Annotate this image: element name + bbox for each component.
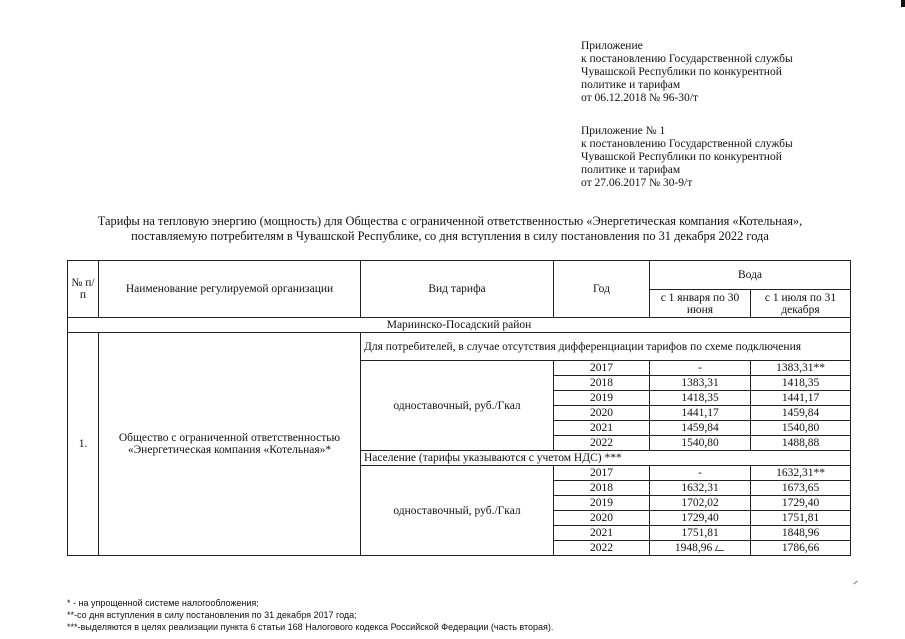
value-cell: 1488,88 [751, 436, 851, 451]
header-water: Вода [650, 261, 851, 290]
row-number: 1. [68, 333, 99, 556]
checkmark-icon [715, 545, 727, 551]
value-cell: 1540,80 [751, 421, 851, 436]
value-cell: 1729,40 [751, 496, 851, 511]
annex-line: к постановлению Государственной службы [581, 138, 793, 150]
value-text: 1948,96 [674, 542, 713, 554]
value-cell: 1673,65 [751, 481, 851, 496]
header-year: Год [554, 261, 650, 318]
header-tariff-type: Вид тарифа [361, 261, 554, 318]
year-cell: 2019 [554, 391, 650, 406]
title-line-2: поставляемую потребителям в Чувашской Республике, со дня вступления в силу постановления по 31 декабря 2022 года [131, 229, 769, 243]
annex-line: к постановлению Государственной службы [581, 53, 793, 65]
value-cell: 1383,31 [650, 376, 751, 391]
year-cell: 2021 [554, 421, 650, 436]
year-cell: 2020 [554, 406, 650, 421]
value-cell: 1702,02 [650, 496, 751, 511]
annex-header-original [581, 125, 881, 190]
tariff-table [67, 260, 851, 556]
value-cell: 1632,31** [751, 466, 851, 481]
value-cell: 1540,80 [650, 436, 751, 451]
value-cell: 1786,66 [751, 541, 851, 556]
year-cell: 2021 [554, 526, 650, 541]
value-cell: 1729,40 [650, 511, 751, 526]
year-cell: 2019 [554, 496, 650, 511]
value-cell: 1848,96 [751, 526, 851, 541]
pen-tick-mark [853, 581, 857, 585]
district-row: Мариинско-Посадский район [68, 318, 851, 333]
title-line-1: Тарифы на тепловую энергию (мощность) для Общества с ограниченной ответственностью «Энергетическая компания «Котельная», [97, 214, 803, 228]
annex-line: политике и тарифам [581, 164, 681, 176]
group-caption: Для потребителей, в случае отсутствия дифференциации тарифов по схеме подключения [361, 333, 851, 361]
value-cell: - [650, 361, 751, 376]
value-cell: 1418,35 [751, 376, 851, 391]
value-cell: 1383,31** [751, 361, 851, 376]
year-cell: 2022 [554, 436, 650, 451]
year-cell: 2018 [554, 376, 650, 391]
annex-line: Чувашской Республики по конкурентной [581, 151, 782, 163]
footnote: **-со дня вступления в силу постановления по 31 декабря 2017 года; [67, 610, 357, 620]
footnote: * - на упрощенной системе налогообложения; [67, 598, 259, 608]
value-cell: 1418,35 [650, 391, 751, 406]
annex-line: от 27.06.2017 № 30-9/т [581, 177, 693, 189]
value-cell: 1751,81 [650, 526, 751, 541]
annex-line: Приложение № 1 [581, 125, 666, 137]
value-cell: 1441,17 [751, 391, 851, 406]
header-num: № п/п [68, 261, 99, 318]
year-cell: 2017 [554, 466, 650, 481]
document-title [40, 214, 860, 244]
value-cell: 1441,17 [650, 406, 751, 421]
scan-corner-mark [901, 0, 905, 7]
value-cell: - [650, 466, 751, 481]
tariff-type-cell: одноставочный, руб./Гкал [361, 361, 554, 451]
header-period-1: с 1 января по 30 июня [650, 290, 751, 318]
value-cell-marked [650, 541, 751, 556]
annex-line: от 06.12.2018 № 96-30/т [581, 92, 699, 104]
tariff-type-cell: одноставочный, руб./Гкал [361, 466, 554, 556]
annex-line: Чувашской Республики по конкурентной [581, 66, 782, 78]
group-caption: Население (тарифы указываются с учетом НДС) *** [361, 451, 851, 466]
value-cell: 1459,84 [650, 421, 751, 436]
year-cell: 2020 [554, 511, 650, 526]
annex-header-current [581, 40, 881, 105]
value-cell: 1751,81 [751, 511, 851, 526]
year-cell: 2017 [554, 361, 650, 376]
header-org: Наименование регулируемой организации [99, 261, 361, 318]
value-cell: 1459,84 [751, 406, 851, 421]
year-cell: 2018 [554, 481, 650, 496]
footnotes [67, 597, 867, 633]
footnote: ***-выделяются в целях реализации пункта 6 статьи 168 Налогового кодекса Российской Федерации (часть вторая). [67, 622, 554, 632]
annex-line: Приложение [581, 40, 643, 52]
year-cell: 2022 [554, 541, 650, 556]
value-cell: 1632,31 [650, 481, 751, 496]
organization-name: Общество с ограниченной ответственностью «Энергетическая компания «Котельная»* [99, 333, 361, 556]
header-period-2: с 1 июля по 31 декабря [751, 290, 851, 318]
annex-line: политике и тарифам [581, 79, 681, 91]
